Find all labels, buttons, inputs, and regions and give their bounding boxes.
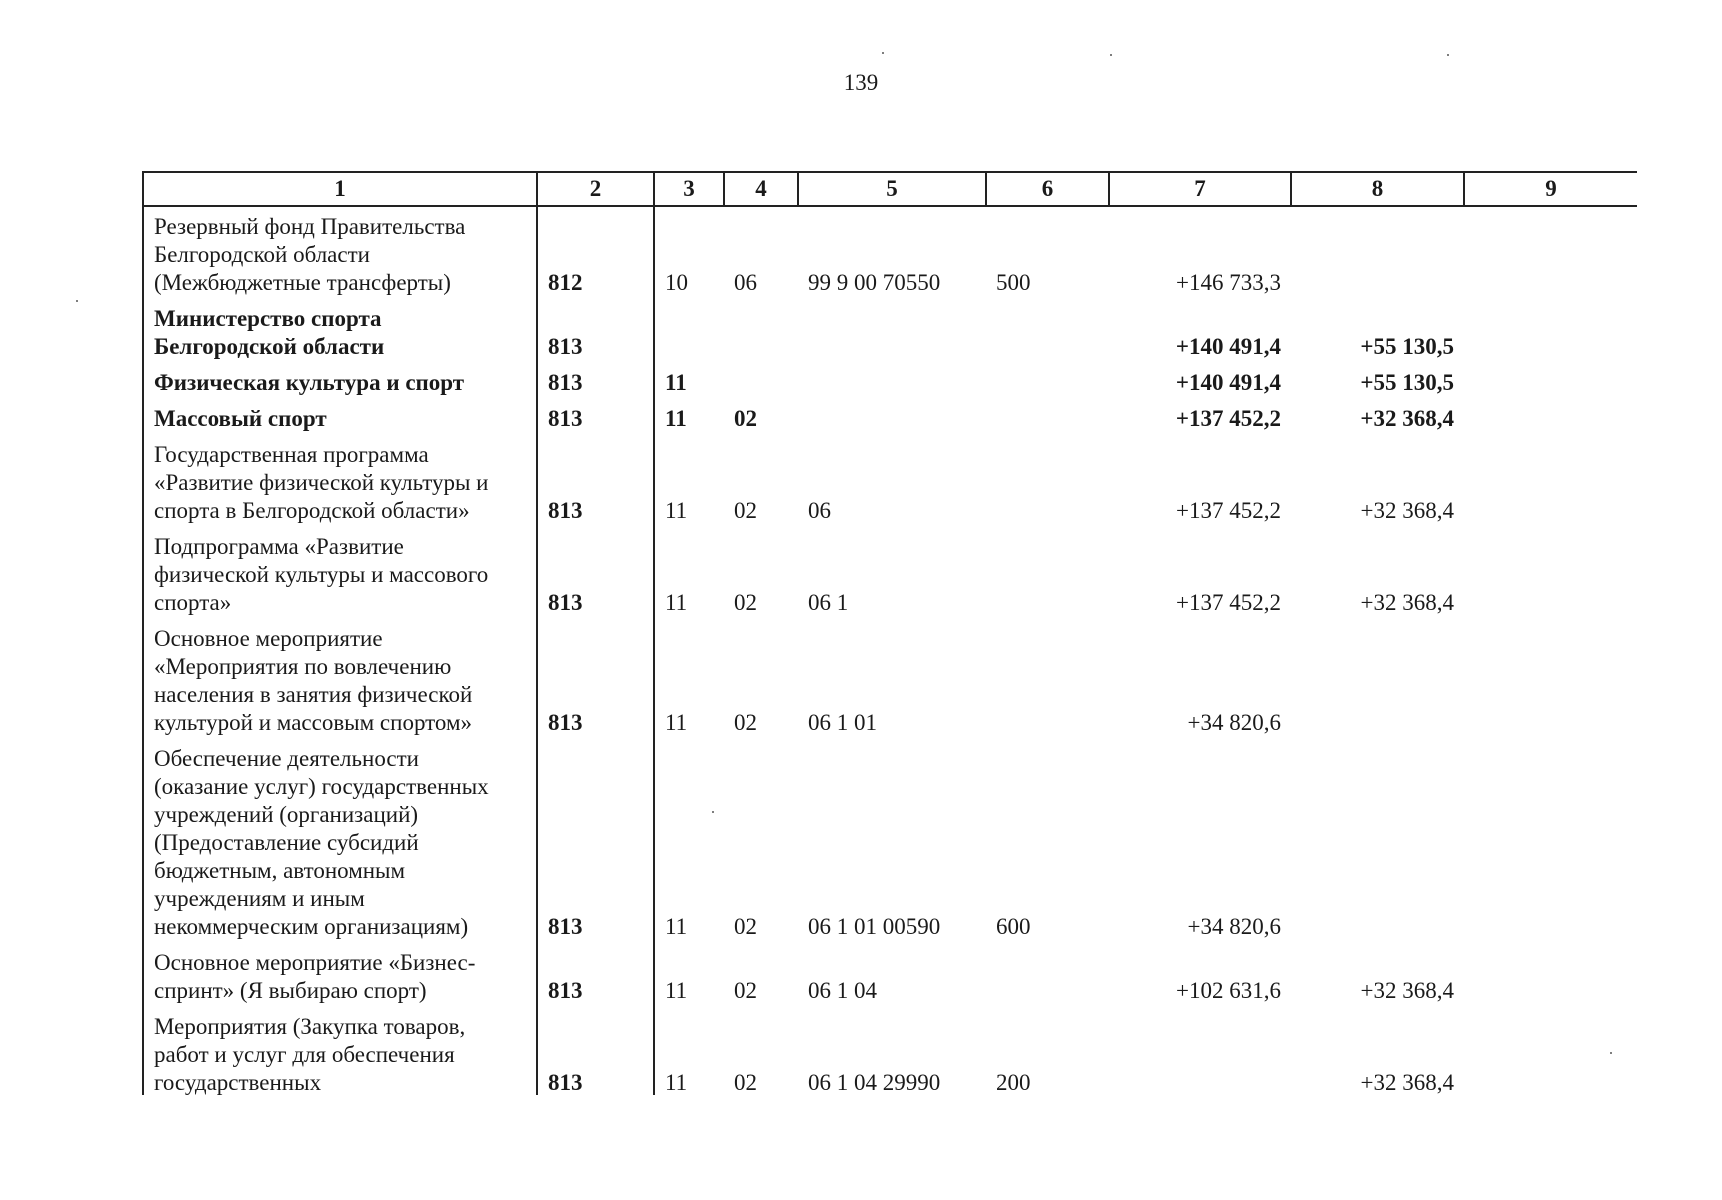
ministry-code-cell: 813 xyxy=(537,739,654,943)
row-name-cell xyxy=(143,363,537,399)
table-row xyxy=(143,1007,1637,1095)
column-header: 7 xyxy=(1109,172,1291,206)
expense-type-cell: 200 xyxy=(996,1070,1031,1095)
table-row xyxy=(143,299,1637,363)
row-name-line: Мероприятия (Закупка товаров, xyxy=(154,1014,466,1039)
row-name-cell xyxy=(143,299,537,363)
section-code-cell: 11 xyxy=(654,943,724,1007)
amount-col9-cell xyxy=(1464,943,1637,1007)
target-article-cell xyxy=(798,299,986,363)
page-number: 139 xyxy=(843,70,879,95)
amount-col7-cell: +102 631,6 xyxy=(1176,978,1281,1003)
subsection-code-cell: 02 xyxy=(734,406,757,431)
amount-col7-cell: +140 491,4 xyxy=(1175,334,1281,359)
target-article-cell: 99 9 00 70550 xyxy=(808,270,941,295)
ministry-code-cell: 813 xyxy=(537,1007,654,1095)
table-row xyxy=(143,363,1637,399)
row-name-cell xyxy=(143,1007,537,1095)
ministry-code-cell: 813 xyxy=(537,435,654,527)
amount-col9-cell xyxy=(1464,299,1637,363)
ministry-code-cell: 813 xyxy=(537,399,654,435)
ministry-code-cell: 813 xyxy=(537,363,654,399)
row-name-cell xyxy=(143,527,537,619)
table-body xyxy=(143,206,1637,1095)
subsection-code-cell xyxy=(724,299,798,363)
section-code-cell: 11 xyxy=(654,399,724,435)
expense-type-cell xyxy=(986,527,1109,619)
amount-col8-cell: +32 368,4 xyxy=(1360,1070,1454,1095)
row-name-line: культурой и массовым спортом» xyxy=(154,710,473,735)
budget-table xyxy=(142,171,1637,1095)
amount-col8-cell: +55 130,5 xyxy=(1360,334,1454,359)
amount-col9-cell xyxy=(1464,363,1637,399)
budget-table-container xyxy=(142,171,1637,1095)
subsection-code-cell: 06 xyxy=(734,270,757,295)
amount-col8-cell: +55 130,5 xyxy=(1360,370,1454,395)
subsection-code-cell: 02 xyxy=(734,710,757,735)
row-name-line: физической культуры и массового xyxy=(154,562,489,587)
row-name-line: бюджетным, автономным xyxy=(154,858,406,883)
column-header: 1 xyxy=(143,172,537,206)
row-name-line: Обеспечение деятельности xyxy=(154,746,419,771)
amount-col8-cell: +32 368,4 xyxy=(1360,978,1454,1003)
row-name-cell xyxy=(143,206,537,299)
table-row xyxy=(143,399,1637,435)
expense-type-cell: 500 xyxy=(996,270,1031,295)
table-row xyxy=(143,739,1637,943)
section-code-cell: 11 xyxy=(654,1007,724,1095)
amount-col9-cell xyxy=(1464,399,1637,435)
amount-col7-cell: +137 452,2 xyxy=(1176,590,1281,615)
expense-type-cell xyxy=(986,363,1109,399)
column-header: 9 xyxy=(1464,172,1637,206)
row-name-line: спорта» xyxy=(154,590,232,615)
row-name-line: «Мероприятия по вовлечению xyxy=(154,654,452,679)
row-name-cell xyxy=(143,619,537,739)
amount-col9-cell xyxy=(1464,435,1637,527)
amount-col7-cell: +137 452,2 xyxy=(1175,406,1281,431)
amount-col9-cell xyxy=(1464,619,1637,739)
target-article-cell: 06 1 04 xyxy=(808,978,877,1003)
amount-col8-cell: +32 368,4 xyxy=(1360,590,1454,615)
target-article-cell: 06 1 xyxy=(808,590,849,615)
expense-type-cell xyxy=(986,619,1109,739)
subsection-code-cell: 02 xyxy=(734,1070,757,1095)
row-name-line: государственных xyxy=(154,1070,322,1095)
subsection-code-cell xyxy=(724,363,798,399)
row-name-line: Физическая культура и спорт xyxy=(154,370,465,395)
ministry-code-cell: 813 xyxy=(537,619,654,739)
amount-col7-cell: +34 820,6 xyxy=(1187,914,1281,939)
amount-col9-cell xyxy=(1464,1007,1637,1095)
section-code-cell: 11 xyxy=(654,619,724,739)
expense-type-cell xyxy=(986,943,1109,1007)
amount-col7-cell: +140 491,4 xyxy=(1175,370,1281,395)
row-name-line: населения в занятия физической xyxy=(154,682,473,707)
row-name-line: Подпрограмма «Развитие xyxy=(154,534,404,559)
column-header: 4 xyxy=(724,172,798,206)
row-name-line: учреждений (организаций) xyxy=(154,802,419,827)
row-name-cell xyxy=(143,435,537,527)
row-name-line: учреждениям и иным xyxy=(154,886,365,911)
row-name-line: Резервный фонд Правительства xyxy=(154,214,466,239)
row-name-line: Массовый спорт xyxy=(154,406,327,431)
row-name-line: (Межбюджетные трансферты) xyxy=(154,270,451,295)
row-name-line: Основное мероприятие xyxy=(154,626,383,651)
amount-col7-cell: +34 820,6 xyxy=(1187,710,1281,735)
column-header: 2 xyxy=(537,172,654,206)
ministry-code-cell: 813 xyxy=(537,943,654,1007)
amount-col8-cell: +32 368,4 xyxy=(1360,498,1454,523)
target-article-cell xyxy=(798,399,986,435)
row-name-cell xyxy=(143,739,537,943)
row-name-cell xyxy=(143,943,537,1007)
row-name-line: спринт» (Я выбираю спорт) xyxy=(154,978,427,1003)
row-name-line: «Развитие физической культуры и xyxy=(154,470,489,495)
subsection-code-cell: 02 xyxy=(734,914,757,939)
row-name-line: (оказание услуг) государственных xyxy=(154,774,489,799)
amount-col8-cell xyxy=(1291,206,1464,299)
expense-type-cell: 600 xyxy=(996,914,1031,939)
expense-type-cell xyxy=(986,299,1109,363)
section-code-cell: 11 xyxy=(654,435,724,527)
amount-col9-cell xyxy=(1464,206,1637,299)
subsection-code-cell: 02 xyxy=(734,978,757,1003)
table-row xyxy=(143,435,1637,527)
ministry-code-cell: 813 xyxy=(537,527,654,619)
expense-type-cell xyxy=(986,399,1109,435)
table-header-row xyxy=(143,172,1637,206)
scan-speck xyxy=(1447,54,1449,56)
row-name-line: Министерство спорта xyxy=(154,306,382,331)
section-code-cell: 11 xyxy=(654,363,724,399)
subsection-code-cell: 02 xyxy=(734,590,757,615)
target-article-cell xyxy=(798,363,986,399)
column-header: 8 xyxy=(1291,172,1464,206)
amount-col7-cell: +137 452,2 xyxy=(1176,498,1281,523)
target-article-cell: 06 1 01 00590 xyxy=(808,914,941,939)
table-row xyxy=(143,206,1637,299)
ministry-code-cell: 813 xyxy=(537,299,654,363)
amount-col8-cell xyxy=(1291,619,1464,739)
ministry-code-cell: 812 xyxy=(537,206,654,299)
expense-type-cell xyxy=(986,435,1109,527)
amount-col7-cell xyxy=(1109,1007,1291,1095)
subsection-code-cell: 02 xyxy=(734,498,757,523)
scan-speck xyxy=(882,52,884,54)
row-name-line: Основное мероприятие «Бизнес- xyxy=(154,950,476,975)
target-article-cell: 06 1 01 xyxy=(808,710,877,735)
section-code-cell: 11 xyxy=(654,527,724,619)
row-name-cell xyxy=(143,399,537,435)
table-row xyxy=(143,619,1637,739)
column-header: 6 xyxy=(986,172,1109,206)
scan-speck xyxy=(76,300,78,302)
column-header: 5 xyxy=(798,172,986,206)
amount-col9-cell xyxy=(1464,739,1637,943)
target-article-cell: 06 xyxy=(808,498,831,523)
row-name-line: (Предоставление субсидий xyxy=(154,830,419,855)
table-row xyxy=(143,943,1637,1007)
section-code-cell: 10 xyxy=(654,206,724,299)
amount-col9-cell xyxy=(1464,527,1637,619)
row-name-line: работ и услуг для обеспечения xyxy=(154,1042,455,1067)
section-code-cell xyxy=(654,299,724,363)
amount-col7-cell: +146 733,3 xyxy=(1176,270,1281,295)
row-name-line: Государственная программа xyxy=(154,442,429,467)
amount-col8-cell: +32 368,4 xyxy=(1360,406,1454,431)
row-name-line: Белгородской области xyxy=(154,334,385,359)
section-code-cell: 11 xyxy=(654,739,724,943)
column-header: 3 xyxy=(654,172,724,206)
amount-col8-cell xyxy=(1291,739,1464,943)
row-name-line: некоммерческим организациям) xyxy=(154,914,469,939)
target-article-cell: 06 1 04 29990 xyxy=(808,1070,941,1095)
scan-speck xyxy=(1110,54,1112,56)
row-name-line: Белгородской области xyxy=(154,242,370,267)
row-name-line: спорта в Белгородской области» xyxy=(154,498,470,523)
table-row xyxy=(143,527,1637,619)
